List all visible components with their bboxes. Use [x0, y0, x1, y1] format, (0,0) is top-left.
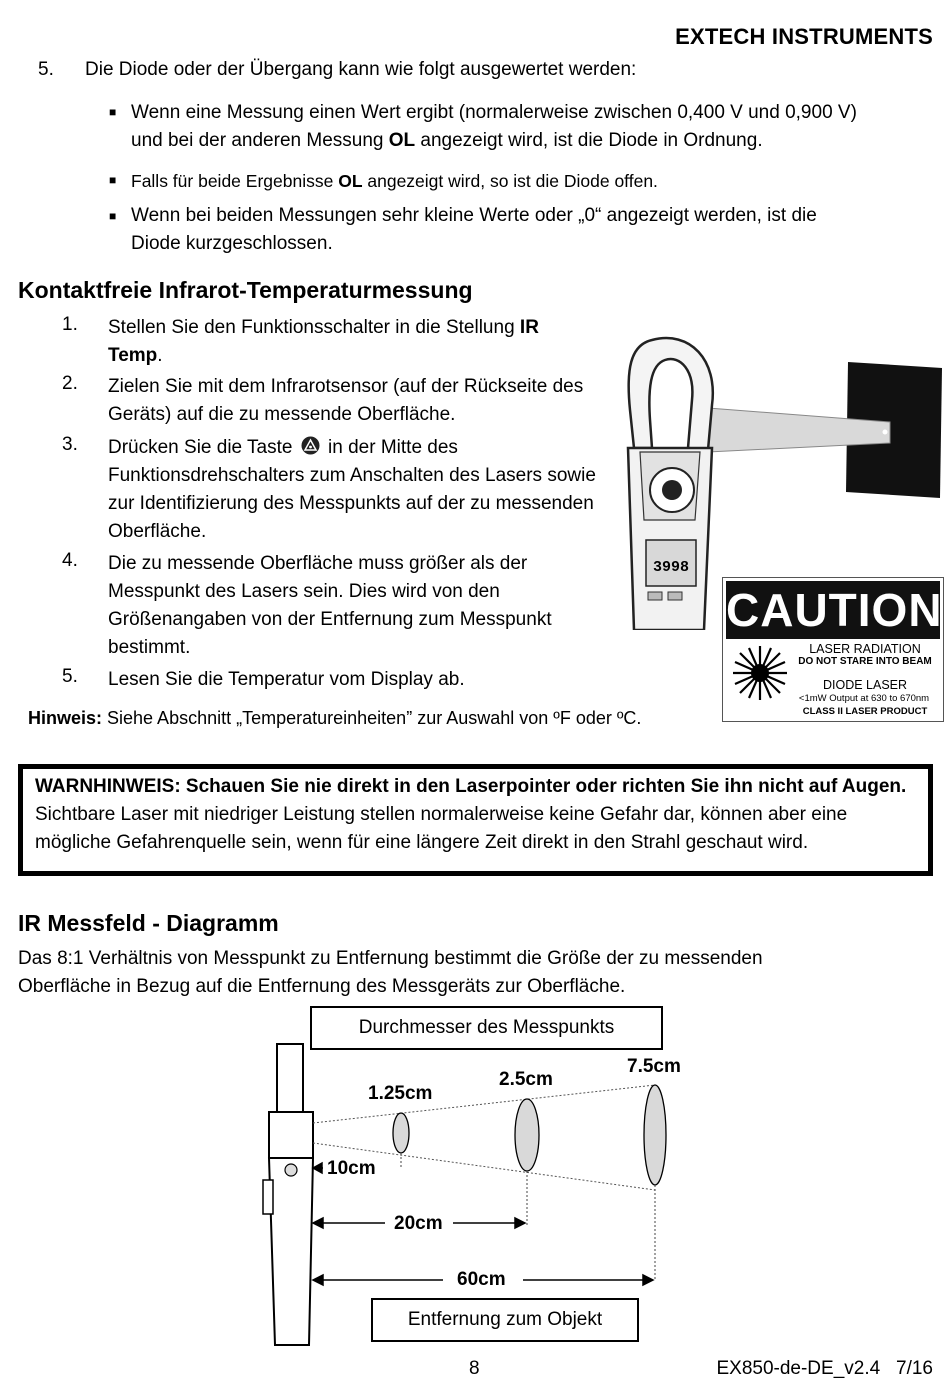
step-4: Die zu messende Oberfläche muss größer als der Messpunkt des Lasers sein. Dies wird von den Größenangaben von der Entfernung zum Messpunkt bestimmt. [108, 553, 552, 658]
note: Hinweis: Siehe Abschnitt „Temperatureinheiten” zur Auswahl von ºF oder ºC. [28, 708, 642, 728]
caution-line1: LASER RADIATION [809, 642, 921, 656]
bullet-icon: ■ [109, 209, 117, 223]
bullet-icon: ■ [109, 173, 117, 187]
distance-label-box: Entfernung zum Objekt [371, 1298, 639, 1342]
diameter-label: 2.5cm [499, 1069, 553, 1090]
section-title-diagram: IR Messfeld - Diagramm [18, 910, 279, 936]
laser-starburst-icon [731, 644, 789, 702]
step-number: 4. [62, 550, 78, 571]
diagram-intro-line1: Das 8:1 Verhältnis von Messpunkt zu Entfernung bestimmt die Größe der zu messenden [18, 948, 763, 969]
step-3: Drücken Sie die Taste in der Mitte des Funktionsdrehschalters zum Anschalten des Lasers sowie zur Identifizierung des Messpunkts auf der zu messenden Oberfläche. [108, 437, 596, 542]
bullet-icon: ■ [109, 105, 117, 119]
step-number: 2. [62, 373, 78, 394]
caution-line3: DIODE LASER [822, 678, 908, 692]
caution-line5: CLASS II LASER PRODUCT [802, 706, 928, 717]
caution-line4: <1mW Output at 630 to 670nm [798, 693, 930, 704]
distance-label: 10cm [327, 1158, 376, 1179]
spot-diameter-label-box: Durchmesser des Messpunkts [310, 1006, 663, 1050]
step-2: Zielen Sie mit dem Infrarotsensor (auf der Rückseite des Geräts) auf die zu messende Oberfläche. [108, 376, 584, 425]
caution-title: CAUTION [726, 581, 940, 639]
step-number: 3. [62, 434, 78, 455]
step-5: Lesen Sie die Temperatur vom Display ab. [108, 669, 465, 690]
bullet-2: Falls für beide Ergebnisse OL angezeigt wird, so ist die Diode offen. [131, 171, 658, 191]
step-number: 5. [62, 666, 78, 687]
warning-box: WARNHINWEIS: Schauen Sie nie direkt in den Laserpointer oder richten Sie ihn nicht auf Augen. Sichtbare Laser mit niedriger Leistung stellen normalerweise keine Gefahr dar, können aber eine mögliche Gefahrenquelle sein, wenn für eine längere Zeit direkt in den Strahl geschaut wird. [18, 764, 933, 876]
caution-label [722, 577, 944, 722]
section-title-ir: Kontaktfreie Infrarot-Temperaturmessung [18, 277, 473, 303]
distance-label: 20cm [394, 1213, 443, 1234]
bullet-3-line2: Diode kurzgeschlossen. [131, 233, 333, 254]
diagram-intro-line2: Oberfläche in Bezug auf die Entfernung des Messgeräts zur Oberfläche. [18, 976, 626, 997]
distance-label: 60cm [457, 1269, 506, 1290]
step-1: Stellen Sie den Funktionsschalter in die Stellung IR Temp. [108, 317, 539, 366]
diode-step-text: Die Diode oder der Übergang kann wie folgt ausgewertet werden: [85, 59, 637, 80]
caution-line2: DO NOT STARE INTO BEAM [798, 656, 932, 667]
laser-button-icon [301, 436, 320, 455]
diode-step-number: 5. [38, 59, 54, 80]
bullet-3-line1: Wenn bei beiden Messungen sehr kleine Werte oder „0“ angezeigt werden, ist die [131, 205, 817, 226]
step-number: 1. [62, 314, 78, 335]
meter-display-readout: 3998 [652, 559, 690, 576]
bullet-1-line1: Wenn eine Messung einen Wert ergibt (normalerweise zwischen 0,400 V und 0,900 V) [131, 102, 857, 123]
diameter-label: 7.5cm [627, 1056, 681, 1077]
bullet-1-line2: und bei der anderen Messung OL angezeigt wird, ist die Diode in Ordnung. [131, 130, 763, 151]
document-id: EX850-de-DE_v2.4 7/16 [716, 1358, 933, 1379]
brand-header: EXTECH INSTRUMENTS [675, 24, 933, 49]
diameter-label: 1.25cm [368, 1083, 433, 1104]
page-number: 8 [469, 1358, 480, 1379]
